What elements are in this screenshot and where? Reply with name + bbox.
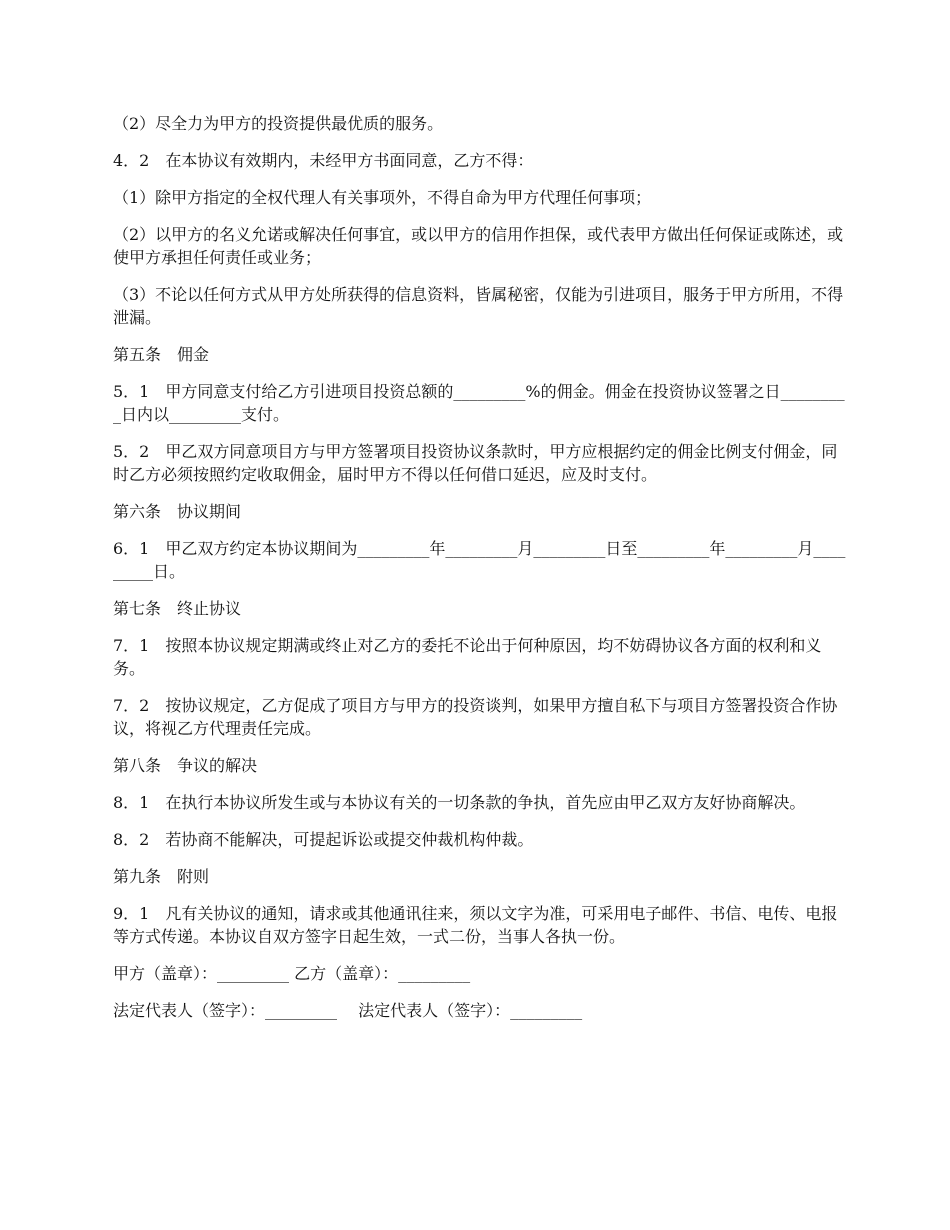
clause-6-1: 6．1 甲乙双方约定本协议期间为_________年_________月_________日至_________年_________月_________日。 bbox=[113, 539, 846, 581]
clause-8-1: 8．1 在执行本协议所发生或与本协议有关的一切条款的争执，首先应由甲乙双方友好协商解决。 bbox=[113, 793, 806, 812]
article-8-heading: 第八条 争议的解决 bbox=[113, 756, 258, 775]
clause-4-2-item-3: （3）不论以任何方式从甲方处所获得的信息资料，皆属秘密，仅能为引进项目，服务于甲方所用，不得泄漏。 bbox=[113, 285, 844, 327]
article-7-heading: 第七条 终止协议 bbox=[113, 599, 242, 618]
article-9-heading: 第九条 附则 bbox=[113, 867, 210, 886]
document-body bbox=[113, 112, 848, 1036]
article-5-heading: 第五条 佣金 bbox=[113, 345, 210, 364]
clause-5-2: 5．2 甲乙双方同意项目方与甲方签署项目投资协议条款时，甲方应根据约定的佣金比例支付佣金，同时乙方必须按照约定收取佣金，届时甲方不得以任何借口延迟，应及时支付。 bbox=[113, 442, 838, 484]
representative-signature-line: 法定代表人（签字）：_________ 法定代表人（签字）：_________ bbox=[113, 1001, 583, 1020]
clause-4-2-item-1: （1）除甲方指定的全权代理人有关事项外，不得自命为甲方代理任何事项； bbox=[113, 188, 652, 207]
clause-8-2: 8．2 若协商不能解决，可提起诉讼或提交仲裁机构仲裁。 bbox=[113, 830, 534, 849]
clause-4-1-item-2: （2）尽全力为甲方的投资提供最优质的服务。 bbox=[113, 114, 444, 133]
clause-5-1: 5．1 甲方同意支付给乙方引进项目投资总额的_________%的佣金。佣金在投资协议签署之日_________日内以_________支付。 bbox=[113, 382, 845, 424]
clause-7-2: 7．2 按协议规定，乙方促成了项目方与甲方的投资谈判，如果甲方擅自私下与项目方签署投资合作协议，将视乙方代理责任完成。 bbox=[113, 696, 838, 738]
seal-signature-line: 甲方（盖章）：_________ 乙方（盖章）：_________ bbox=[113, 964, 471, 983]
article-6-heading: 第六条 协议期间 bbox=[113, 502, 242, 521]
clause-9-1: 9．1 凡有关协议的通知，请求或其他通讯往来，须以文字为准，可采用电子邮件、书信、电传、电报等方式传递。本协议自双方签字日起生效，一式二份，当事人各执一份。 bbox=[113, 904, 838, 946]
clause-4-2: 4．2 在本协议有效期内，未经甲方书面同意，乙方不得： bbox=[113, 151, 534, 170]
clause-7-1: 7．1 按照本协议规定期满或终止对乙方的委托不论出于何种原因，均不妨碍协议各方面的权利和义务。 bbox=[113, 636, 822, 678]
clause-4-2-item-2: （2）以甲方的名义允诺或解决任何事宜，或以甲方的信用作担保，或代表甲方做出任何保证或陈述，或使甲方承担任何责任或业务； bbox=[113, 225, 844, 267]
